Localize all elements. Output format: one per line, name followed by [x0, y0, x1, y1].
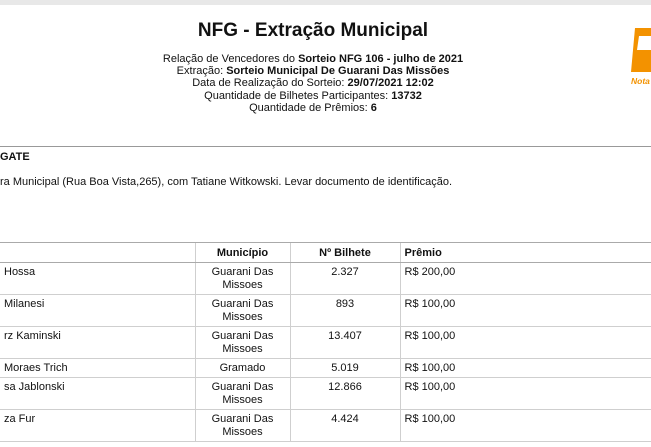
winner-premio: R$ 100,00	[400, 295, 651, 327]
section-divider	[0, 146, 651, 147]
data-value: 29/07/2021 12:02	[347, 77, 434, 90]
logo-text: Nota	[631, 76, 650, 86]
table-row	[0, 327, 651, 359]
header-premio: Prêmio	[400, 243, 651, 263]
winner-bilhete: 12.866	[290, 378, 400, 410]
table-header-row	[0, 243, 651, 263]
header-bilhete: Nº Bilhete	[290, 243, 400, 263]
relacao-row	[0, 53, 626, 65]
winner-premio: R$ 100,00	[400, 359, 651, 378]
winner-name: za Fur	[0, 410, 195, 442]
data-label: Data de Realização do Sorteio:	[192, 77, 345, 90]
premios-row	[0, 102, 626, 114]
draw-metadata	[0, 53, 626, 114]
extracao-row	[0, 65, 626, 77]
premios-value: 6	[370, 101, 377, 114]
winner-municipio: Guarani Das Missoes	[195, 378, 290, 410]
table-row	[0, 378, 651, 410]
winner-bilhete: 4.424	[290, 410, 400, 442]
winner-municipio: Guarani Das Missoes	[195, 410, 290, 442]
bilhetes-label: Quantidade de Bilhetes Participantes:	[204, 89, 389, 102]
table-row	[0, 359, 651, 378]
winner-premio: R$ 100,00	[400, 378, 651, 410]
winner-name: rz Kaminski	[0, 327, 195, 359]
winner-bilhete: 2.327	[290, 263, 400, 295]
table-row	[0, 263, 651, 295]
winner-municipio: Guarani Das Missoes	[195, 263, 290, 295]
winner-premio: R$ 200,00	[400, 263, 651, 295]
winners-table	[0, 242, 651, 442]
header-municipio: Município	[195, 243, 290, 263]
winner-bilhete: 5.019	[290, 359, 400, 378]
winner-municipio: Gramado	[195, 359, 290, 378]
resgate-instructions: ra Municipal (Rua Boa Vista,265), com Tatiane Witkowski. Levar documento de identificação.	[0, 176, 453, 188]
page-title: NFG - Extração Municipal	[197, 20, 429, 41]
winner-bilhete: 893	[290, 295, 400, 327]
winner-name: Moraes Trich	[0, 359, 195, 378]
bilhetes-value: 13732	[391, 89, 422, 102]
winner-municipio: Guarani Das Missoes	[195, 327, 290, 359]
table-row	[0, 295, 651, 327]
report-header	[0, 0, 651, 140]
extracao-label: Extração:	[176, 65, 224, 78]
winner-name: Hossa	[0, 263, 195, 295]
bilhetes-row	[0, 90, 626, 102]
winner-premio: R$ 100,00	[400, 410, 651, 442]
table-row	[0, 410, 651, 442]
resgate-title: GATE	[0, 151, 30, 163]
winner-name: sa Jablonski	[0, 378, 195, 410]
extracao-value: Sorteio Municipal De Guarani Das Missões	[226, 65, 450, 78]
winner-municipio: Guarani Das Missoes	[195, 295, 290, 327]
winner-premio: R$ 100,00	[400, 327, 651, 359]
header-name	[0, 243, 195, 263]
winner-name: Milanesi	[0, 295, 195, 327]
relacao-label: Relação de Vencedores do	[162, 53, 295, 65]
winner-bilhete: 13.407	[290, 327, 400, 359]
data-row	[0, 77, 626, 89]
premios-label: Quantidade de Prêmios:	[249, 101, 368, 114]
relacao-value: Sorteio NFG 106 - julho de 2021	[298, 53, 464, 65]
